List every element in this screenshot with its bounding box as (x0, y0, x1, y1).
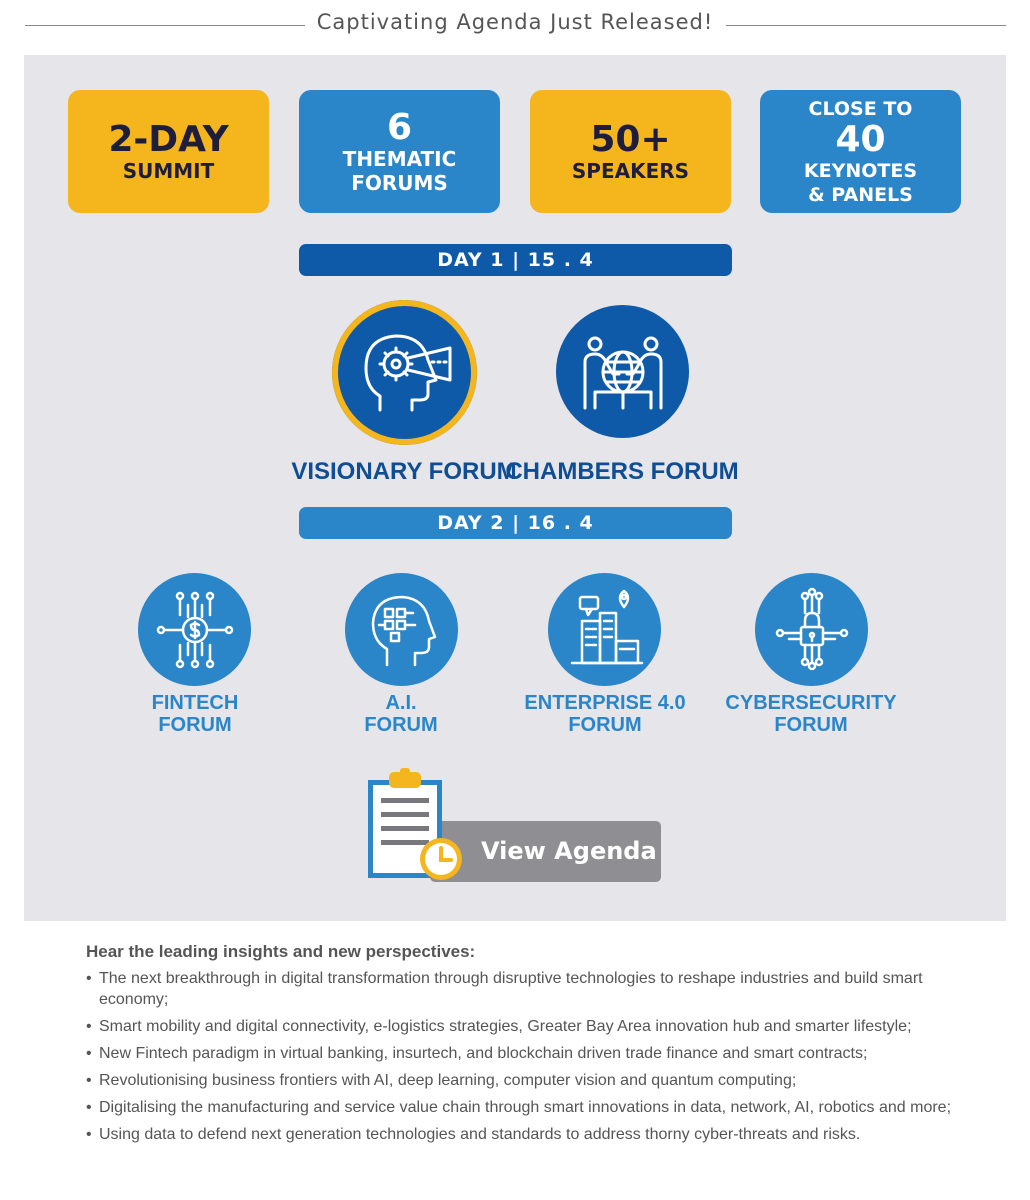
forum-name: ENTERPRISE 4.0 (524, 692, 686, 714)
stat-value: 6 (386, 106, 413, 148)
forum-name: CYBERSECURITY (725, 692, 897, 714)
list-item: • Using data to defend next generation technologies and standards to address thorny cyber-threats and risks. (86, 1124, 956, 1145)
day-2-banner: DAY 2 | 16 . 4 (299, 507, 732, 539)
forum-suffix: FORUM (364, 714, 438, 736)
list-item: • New Fintech paradigm in virtual banking, insurtech, and blockchain driven trade finance and smart contracts; (86, 1043, 956, 1064)
forum-suffix: FORUM (774, 714, 848, 736)
fintech-forum-label (95, 692, 295, 736)
ai-forum-icon (345, 573, 458, 686)
page-title: Captivating Agenda Just Released! (316, 10, 714, 34)
stat-label: FORUMS (351, 170, 448, 195)
stat-label: SPEAKERS (571, 158, 690, 183)
insights-heading: Hear the leading insights and new perspectives: (86, 942, 476, 961)
view-agenda-button[interactable]: View Agenda (430, 821, 661, 882)
enterprise-forum-icon (548, 573, 661, 686)
chambers-forum-icon (556, 305, 689, 438)
ai-forum-label (301, 692, 501, 736)
stat-label: THEMATIC (342, 146, 457, 171)
stat-value: 2-DAY (108, 118, 229, 160)
stat-card-keynotes (760, 90, 961, 213)
chambers-forum-label: CHAMBERS FORUM (505, 458, 739, 485)
stat-label: KEYNOTES (803, 159, 918, 182)
cybersecurity-forum-icon (755, 573, 868, 686)
insights-list (86, 968, 956, 1145)
stat-label: SUMMIT (122, 158, 215, 183)
stat-value: 40 (835, 118, 886, 160)
insights-section (86, 942, 956, 1151)
visionary-forum-label: VISIONARY FORUM (291, 458, 517, 485)
list-item: • The next breakthrough in digital transformation through disruptive technologies to reshape industries and build smart economy; (86, 968, 956, 1010)
list-item: • Revolutionising business frontiers with AI, deep learning, computer vision and quantum computing; (86, 1070, 956, 1091)
stat-card-speakers (530, 90, 731, 213)
enterprise-forum-label (505, 692, 705, 736)
forum-name: FINTECH (151, 692, 239, 714)
forum-suffix: FORUM (158, 714, 232, 736)
forum-suffix: FORUM (568, 714, 642, 736)
visionary-forum-icon (332, 300, 477, 445)
forum-name: A.I. (385, 692, 417, 714)
clipboard-clock-icon[interactable] (362, 768, 472, 889)
list-item: • Smart mobility and digital connectivity, e-logistics strategies, Greater Bay Area innovation hub and smarter lifestyle; (86, 1016, 956, 1037)
stat-value: 50+ (590, 118, 671, 160)
day-1-banner: DAY 1 | 15 . 4 (299, 244, 732, 276)
stat-card-forums (299, 90, 500, 213)
list-item: • Digitalising the manufacturing and service value chain through smart innovations in data, network, AI, robotics and more; (86, 1097, 956, 1118)
fintech-forum-icon (138, 573, 251, 686)
stat-label: & PANELS (808, 183, 913, 206)
stat-card-summit (68, 90, 269, 213)
stat-label: CLOSE TO (808, 97, 913, 120)
cybersecurity-forum-label (711, 692, 911, 736)
